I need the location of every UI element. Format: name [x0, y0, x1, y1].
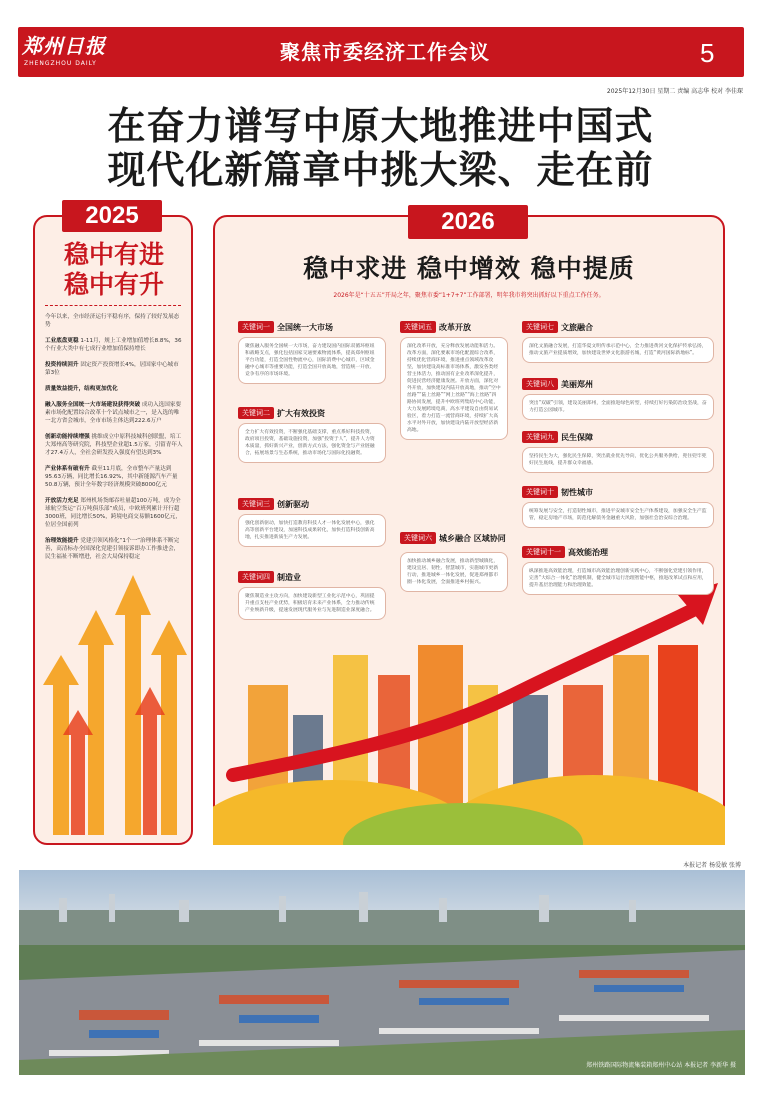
newspaper-logo-en: ZHENGZHOU DAILY — [24, 60, 97, 67]
headline-line-2: 现代化新篇章中挑大梁、走在前 — [107, 147, 654, 192]
review-item-lead: 工业底盘更稳 — [45, 338, 79, 344]
keyword-block — [522, 320, 714, 363]
review-item-text: 挑维成立中原科技城科创联盟，培工大郑州高等研究院，科技型企业超1.5万家，引留青年人才27.4万人，全社会研发投入强度有望达到3% — [45, 434, 183, 456]
plan-intro: 2026年是“十五五”开局之年，聚焦市委“1+7+7”工作部署，明年我市将突出抓好以下重点工作任务。 — [333, 292, 605, 299]
aerial-photo — [19, 870, 745, 1075]
keyword-tag: 关键词二 — [238, 407, 274, 419]
review-item — [45, 465, 183, 489]
keyword-title: 扩大有效投资 — [277, 408, 325, 418]
review-item — [45, 361, 183, 377]
keyword-block — [522, 430, 714, 473]
review-slogan-line-1: 稳中有进 — [63, 240, 164, 269]
review-item-lead: 创新动能持续增强 — [45, 434, 90, 440]
keyword-title: 韧性城市 — [561, 487, 593, 497]
review-item — [45, 385, 183, 393]
keyword-tag: 关键词五 — [400, 321, 436, 333]
keyword-tag: 关键词一 — [238, 321, 274, 333]
keyword-body: 深化文旅融合发展，打造华夏文明传承示范中心，全力推进黄河文化保护传承弘扬，推动文旅产业提质增效，加快建设世界文化旅游名城，打造“黄河国际新地标”。 — [522, 337, 714, 363]
keyword-block — [522, 545, 714, 595]
review-item-text: 成功入选国家要素市场化配置综合改革十个试点城市之一，是入选的唯一北方省会城市，全市市场主体达到222.6万户 — [45, 402, 182, 424]
review-item-lead: 开放活力充足 — [45, 498, 79, 504]
review-slogan — [40, 240, 188, 300]
keyword-tag: 关键词六 — [400, 532, 436, 544]
keyword-block — [238, 570, 386, 620]
photo-credit-bottom: 郑州铁路国际物流集装箱郑州中心站 本报记者 李新华 摄 — [586, 1062, 736, 1069]
keyword-tag: 关键词十 — [522, 486, 558, 498]
keyword-tag: 关键词四 — [238, 571, 274, 583]
keyword-tag: 关键词三 — [238, 498, 274, 510]
keyword-title: 文旅融合 — [561, 322, 593, 332]
keyword-title: 高效能治理 — [568, 547, 608, 557]
keyword-body: 坚持民生为大，强化民生保障，突出就业优先导向，优化公共服务供给，兜住兜牢兜好民生底线，提升群众幸福感。 — [522, 447, 714, 473]
review-item-lead: 治理效能提升 — [45, 538, 79, 544]
keyword-block — [238, 497, 386, 547]
keyword-block — [238, 320, 386, 384]
review-item-text: 党建引领风格化“1个一”治理体系不断完善，高清标办全国深化党建引领接诉即办工作推进会，民生福祉不断增进，社会大局保持稳定 — [45, 538, 180, 560]
review-item-text: 1-11月，规上工业增加值增长8.8%，36个行业大类中有七成行业增加值保持增长 — [45, 338, 182, 352]
review-item-lead: 融入服务全国统一大市场建设获得突破 — [45, 402, 141, 408]
review-item-lead: 投资持续回升 — [45, 362, 79, 368]
keyword-block — [522, 377, 714, 420]
keyword-tag: 关键词七 — [522, 321, 558, 333]
keyword-body: 统筹发展与安全，打造韧性城市，推进平安城市安全生产体系建设，加强安全生产监管，稳定房地产市场，防范化解债务金融重大风险，加强社会治安综合治理。 — [522, 502, 714, 528]
review-item — [45, 313, 183, 329]
plan-year-badge: 2026 — [408, 205, 528, 239]
aerial-photo-image — [19, 870, 745, 1075]
keyword-tag: 关键词十一 — [522, 546, 565, 558]
keyword-tag: 关键词八 — [522, 378, 558, 390]
keyword-title: 美丽郑州 — [561, 379, 593, 389]
keyword-body: 加快推动城乡融合发展，推动新型城镇化，建设宜居、韧性、智慧城市，实施城市更新行动，推进城乡一体化发展，促进郑州都市圈一体化发展，全面推进乡村振兴。 — [400, 552, 508, 592]
keyword-block — [400, 527, 508, 592]
review-item-text: 今年以来，全市经济运行平稳有序，保持了较好发展态势 — [45, 314, 180, 328]
keyword-title: 全国统一大市场 — [277, 322, 333, 332]
review-list — [45, 313, 183, 569]
dateline: 2025年12月30日 星期二 责编 高志华 校对 李佳琛 — [606, 88, 743, 95]
divider — [45, 305, 181, 306]
keyword-title: 制造业 — [277, 572, 301, 582]
keyword-title: 城乡融合 区域协同 — [439, 533, 506, 543]
headline-line-1: 在奋力谱写中原大地推进中国式 — [107, 103, 654, 148]
keyword-body: 纵深推进高效能治理，打造城市高效能治理创新实践中心，不断强化党建引领作用，完善“大综合一体化”治理机制，健全城市运行治理智能中枢，推进改革试点和应用，提升基层治理能力和治理效能。 — [522, 562, 714, 595]
review-item-text: 固定资产投资增长4%，居国家中心城市第3位 — [45, 362, 179, 376]
page-number: 5 — [700, 38, 715, 68]
plan-slogan: 稳中求进 稳中增效 稳中提质 — [303, 254, 635, 283]
keyword-body: 深化改革开放，充分释放发展动能和活力。改革方面，深化要素市场化配置综合改革，持续优化营商环境，推进重点领域改革攻坚，加快建设高标准市场体系，激发各类经营主体活力，推动国有企业改革深化提升，促进民营经济健康发展。开放方面，深化对外开放，加快建设内陆开放高地，推动“空中丝路”“陆上丝路”“网上丝路”“海上丝路”四路协同发展，提升中欧班列集结中心功能，大力发展跨境电商，高水平建设自由贸易试验区，着力打造一流营商环境，持续扩大高水平对外开放，加快建设内陆开放型经济新高地。 — [400, 337, 508, 440]
keyword-title: 创新驱动 — [277, 499, 309, 509]
keyword-title: 改革开放 — [439, 322, 471, 332]
review-item-text: 截至11月底，全市整车产量达到95.63万辆，同比增长16.92%，其中新能源汽车产量50.8万辆，预计全年数字经济规模突破8000亿元 — [45, 466, 178, 488]
keyword-block — [400, 320, 508, 440]
review-item-text: 郑州机场货邮吞吐量超100万吨，成为全球航空货运“百万吨俱乐部”成员，中欧班列累计开行超3000班，同比增长50%，跨境电商交易额1600亿元，位居全国前列 — [45, 498, 181, 528]
keyword-body: 聚焦制造业主攻方向，加快建设新型工业化示范中心，巩固提升重点支柱产业优势，积极培育未来产业体系，全力推动传统产业焕新升级，提速发展现代服务业与先进制造业深度融合。 — [238, 587, 386, 620]
keyword-body: 聚焦融入服务全国统一大市场，奋力建设国内国际双循环枢纽和战略支点，强化包括国家交通要素物流体系，提高郑州枢纽平台功能，打造全国性物流中心，国际消费中心城市，区域金融中心城市等重要功能，打造全国开放高地，营造统一开放、竞争有序的市场环境。 — [238, 337, 386, 384]
keyword-block — [238, 406, 386, 463]
keyword-body: 全力扩大有效投资，不断强化基础支撑，重点系好科技投资，政府项目投资，基础设施投资，加强“投资于人”，提升人力资本质量，抓好新兴产业，创新方式方法，强化资金与产业链融合，拓展场景与生态系统，推动市场化与国际化投融资。 — [238, 423, 386, 463]
review-item — [45, 537, 183, 561]
photo-credit-top: 本报记者 杨爱敏 张博 — [683, 862, 741, 869]
review-item — [45, 497, 183, 529]
review-item — [45, 337, 183, 353]
keyword-body: 强化创新驱动，加快打造教育科技人才一体化发展中心，强化高等创新平台建设，加速科技成果转化，加快打造科技创新高地，扎实推进新质生产力发展。 — [238, 514, 386, 547]
review-item-text: 结构更加优化 — [84, 386, 118, 392]
keyword-body: 突出“双碳”引领，建设美丽郑州，全面推进绿色转型，持续打好污染防治攻坚战，奋力打造公园城市。 — [522, 394, 714, 420]
keyword-tag: 关键词九 — [522, 431, 558, 443]
review-year-badge: 2025 — [62, 200, 162, 232]
review-item — [45, 401, 183, 425]
review-item — [45, 433, 183, 457]
keyword-title: 民生保障 — [561, 432, 593, 442]
review-item-lead: 产业体系有破有升 — [45, 466, 90, 472]
review-slogan-line-2: 稳中有升 — [63, 270, 164, 299]
review-item-lead: 质量效益提升， — [45, 386, 85, 392]
section-title: 聚焦市委经济工作会议 — [280, 40, 490, 64]
main-headline — [0, 104, 761, 192]
newspaper-logo: 郑州日报 — [22, 34, 106, 58]
keyword-block — [522, 485, 714, 528]
